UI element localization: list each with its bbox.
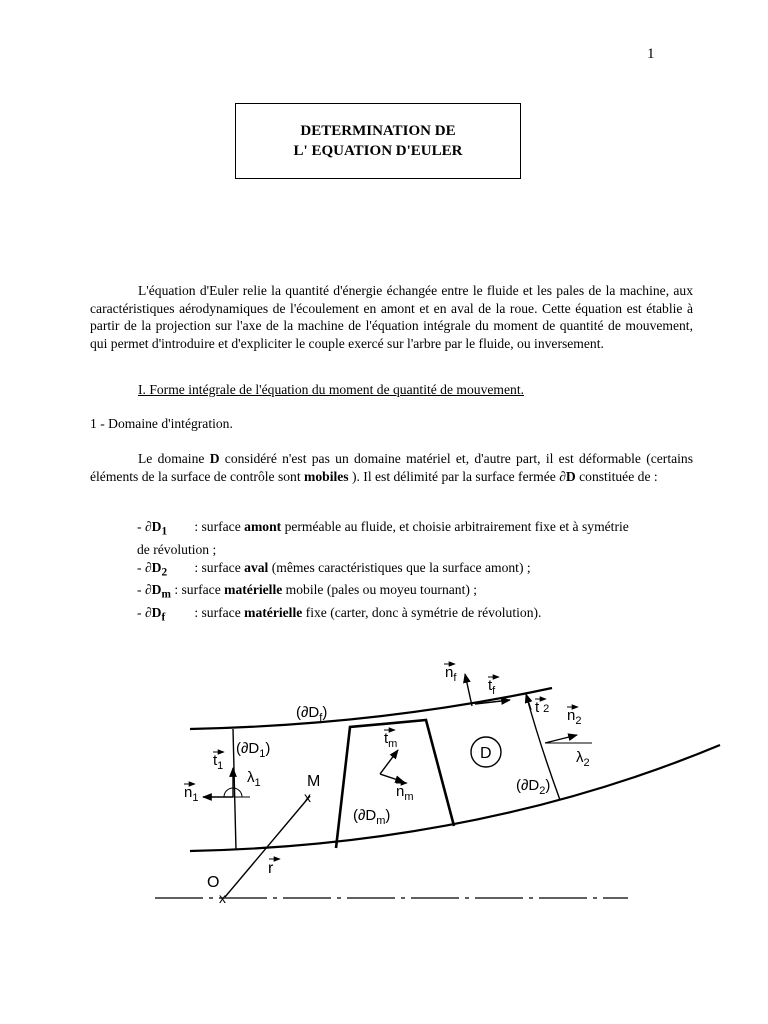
label-t1 xyxy=(213,752,224,772)
svg-text:t1: $t_1$ xyxy=(213,752,224,772)
title-line-2: L' EQUATION D'EULER xyxy=(293,143,463,159)
label-tf xyxy=(488,677,499,697)
intro-paragraph: L'équation d'Euler relie la quantité d'énergie échangée entre le fluide et les pales de la machine, aux caractéristiques aérodynamiques de l'écoulement en amont et en aval de la roue. Cette équation est établie à partir de la projection sur l'axe de la machine de l'équation intégrale du moment de quantité de mouvement, qui permet d'introduire et d'expliciter le couple exercé sur l'arbre par le fluide, ou inversement. xyxy=(90,283,693,351)
label-lambda2: $\lambda_2$ xyxy=(576,749,590,769)
hub-curve xyxy=(190,745,720,851)
label-tm xyxy=(384,730,397,750)
list-item-continuation: de révolution ; xyxy=(137,541,217,557)
control-volume-diagram xyxy=(0,640,768,920)
label-nf xyxy=(444,664,457,684)
label-nm xyxy=(396,783,414,803)
list-item: - $\partial D_m$ : surface matérielle mobile (pales ou moyeu tournant) ; xyxy=(137,581,697,604)
subsection-title: 1 - Domaine d'intégration. xyxy=(90,416,233,431)
title-box xyxy=(235,103,521,179)
label-r xyxy=(268,859,280,877)
nm-arrow xyxy=(380,774,404,782)
list-item: - $\partial D_f$ : surface matérielle fixe (carter, donc à symétrie de révolution). xyxy=(137,604,697,627)
domain-paragraph xyxy=(90,450,693,486)
label-O: O xyxy=(207,874,220,891)
svg-text:tm: $t_m$ xyxy=(384,730,398,750)
nf-arrow xyxy=(465,674,472,706)
domain-text-1: Le domaine xyxy=(138,451,210,466)
svg-text:t2: t 2 xyxy=(535,699,550,716)
label-dD2: $(\partial D_2)$ xyxy=(516,777,551,797)
domain-mobiles: mobiles xyxy=(304,469,349,484)
t2-arrow xyxy=(526,694,531,710)
surface-list xyxy=(137,518,697,627)
title-line-1: DETERMINATION DE xyxy=(300,123,456,139)
surface-symbol: $\partial D_m$ xyxy=(144,582,171,602)
label-t2 xyxy=(535,699,549,716)
label-lambda1: $\lambda_1$ xyxy=(247,769,261,789)
label-n1 xyxy=(184,784,198,804)
surface-symbol: $\partial D_f$ xyxy=(144,605,166,624)
surface-symbol: $\partial D_2$ xyxy=(144,559,168,579)
label-dDf: $(\partial D_f)$ xyxy=(296,704,328,724)
label-dD1: $(\partial D_1)$ xyxy=(236,740,271,760)
svg-text:n2: $n_2$ xyxy=(567,707,582,727)
list-item: - $\partial D_2$ : surface aval (mêmes caractéristiques que la surface amont) ; xyxy=(137,559,697,582)
surface-symbol: $\partial D_1$ xyxy=(144,519,168,538)
tm-arrow xyxy=(380,750,398,774)
list-item: - $\partial D_1$ : surface amont perméable au fluide, et choisie arbitrairement fixe et à symétrie xyxy=(137,518,697,541)
n2-arrow xyxy=(545,735,577,743)
page-number: 1 xyxy=(647,46,655,62)
svg-text:nm: $n_m$ xyxy=(396,783,414,803)
point-O-marker: x xyxy=(219,890,226,906)
domain-text-2: considéré n'est pas un domaine matériel et, d'autre part, il est déformable (certains éléments de la surface de contrôle sont xyxy=(90,451,693,484)
domain-text-4: constituée de : xyxy=(575,469,658,484)
domain-dD: ∂D xyxy=(559,469,576,484)
label-dDm: $(\partial D_m)$ xyxy=(353,807,391,827)
svg-text:nf: $n_f$ xyxy=(445,664,457,684)
casing-curve xyxy=(190,688,552,729)
label-n2 xyxy=(567,707,581,727)
svg-text:n1: $n_1$ xyxy=(184,784,199,804)
point-M-marker: x xyxy=(304,789,311,805)
svg-text:r: r xyxy=(268,860,274,877)
domain-text-3: ). Il est délimité par la surface fermée xyxy=(348,469,560,484)
svg-text:tf: $t_f$ xyxy=(488,677,496,697)
section-title: I. Forme intégrale de l'équation du moment de quantité de mouvement. xyxy=(138,382,524,397)
domain-D: D xyxy=(209,451,220,466)
label-M: M xyxy=(307,773,321,790)
label-D: D xyxy=(480,745,492,762)
